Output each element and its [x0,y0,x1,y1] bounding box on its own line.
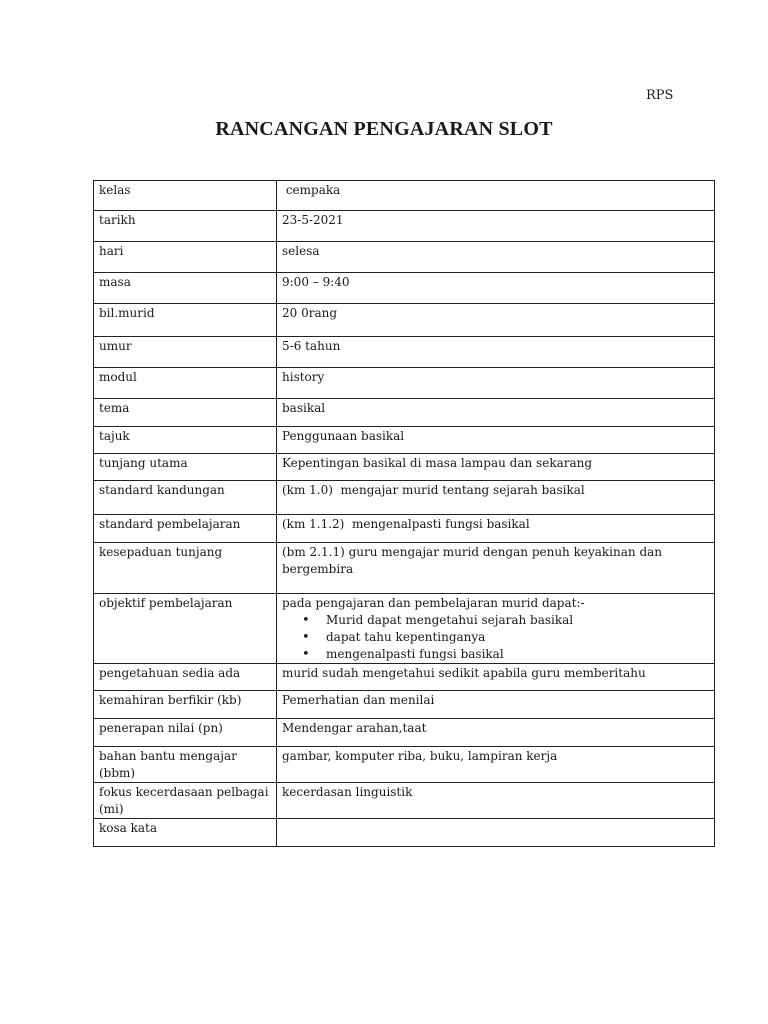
row-label: kesepaduan tunjang [94,543,277,594]
row-value: (km 1.1.2) mengenalpasti fungsi basikal [277,515,715,543]
document-code: RPS [646,88,674,103]
document-title: RANCANGAN PENGAJARAN SLOT [215,118,553,140]
row-label: fokus kecerdasaan pelbagai (mi) [94,783,277,819]
row-label: modul [94,368,277,399]
row-label: standard kandungan [94,481,277,515]
row-label: bil.murid [94,304,277,337]
table-row [94,399,715,427]
row-label: kosa kata [94,819,277,847]
row-label: penerapan nilai (pn) [94,719,277,747]
row-label: bahan bantu mengajar (bbm) [94,747,277,783]
list-item: • mengenalpasti fungsi basikal [326,646,709,663]
table-row [94,747,715,783]
row-value: basikal [277,399,715,427]
row-value: Kepentingan basikal di masa lampau dan sekarang [277,454,715,481]
table-row [94,481,715,515]
table-row [94,181,715,211]
row-label: kemahiran berfikir (kb) [94,691,277,719]
row-label: tajuk [94,427,277,454]
objective-list [282,612,709,663]
row-value: gambar, komputer riba, buku, lampiran kerja [277,747,715,783]
row-value: Mendengar arahan,taat [277,719,715,747]
row-value: kecerdasan linguistik [277,783,715,819]
row-value: (km 1.0) mengajar murid tentang sejarah basikal [277,481,715,515]
row-value: murid sudah mengetahui sedikit apabila guru memberitahu [277,664,715,691]
row-value [277,819,715,847]
row-value: 20 0rang [277,304,715,337]
table-row [94,719,715,747]
table-row [94,664,715,691]
row-value: history [277,368,715,399]
table-row [94,819,715,847]
table-row [94,242,715,273]
table-row [94,427,715,454]
table-row [94,594,715,664]
row-label: pengetahuan sedia ada [94,664,277,691]
list-item: • Murid dapat mengetahui sejarah basikal [326,612,709,629]
row-label: hari [94,242,277,273]
table-row [94,337,715,368]
row-label: kelas [94,181,277,211]
row-label: tunjang utama [94,454,277,481]
row-value: (bm 2.1.1) guru mengajar murid dengan penuh keyakinan dan bergembira [277,543,715,594]
list-item: • dapat tahu kepentinganya [326,629,709,646]
row-value: 5-6 tahun [277,337,715,368]
objective-intro: pada pengajaran dan pembelajaran murid dapat:- [282,596,585,610]
row-label: standard pembelajaran [94,515,277,543]
table-row [94,304,715,337]
row-value: 9:00 – 9:40 [277,273,715,304]
table-row [94,783,715,819]
row-value: Penggunaan basikal [277,427,715,454]
row-value: Pemerhatian dan menilai [277,691,715,719]
table-row [94,368,715,399]
table-row [94,211,715,242]
table-row [94,454,715,481]
row-value-cell [277,594,715,664]
row-value: cempaka [277,181,715,211]
row-label: umur [94,337,277,368]
row-value: 23-5-2021 [277,211,715,242]
row-label: tema [94,399,277,427]
row-value: selesa [277,242,715,273]
table-row [94,273,715,304]
row-label: masa [94,273,277,304]
table-row [94,515,715,543]
row-label: objektif pembelajaran [94,594,277,664]
table-row [94,691,715,719]
lesson-plan-table [93,180,715,847]
table-row [94,543,715,594]
row-label: tarikh [94,211,277,242]
